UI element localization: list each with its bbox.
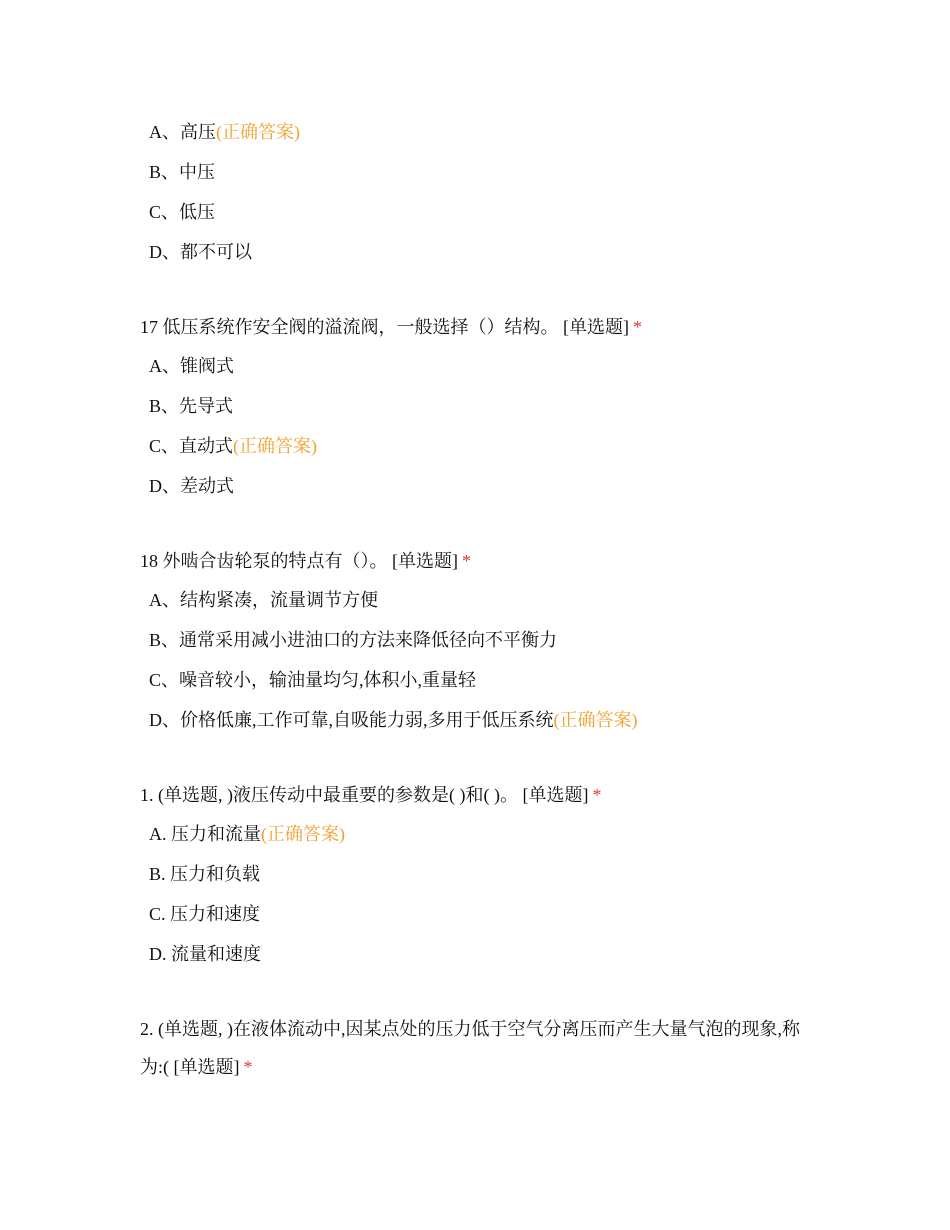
spacer <box>140 740 840 776</box>
question-block <box>140 542 840 740</box>
option-text: A、结构紧凑，流量调节方便 <box>149 590 378 610</box>
option-item[interactable] <box>149 894 840 934</box>
option-text: A、锥阀式 <box>149 356 234 376</box>
question-title-text: 1. (单选题, )液压传动中最重要的参数是( )和( )。 [单选题] <box>140 785 589 805</box>
option-list <box>140 814 840 974</box>
required-mark: * <box>592 785 602 805</box>
required-mark: * <box>462 551 471 571</box>
option-text: D、价格低廉,工作可靠,自吸能力弱,多用于低压系统 <box>149 710 554 730</box>
question-title <box>140 1010 820 1086</box>
option-text: B、先导式 <box>149 396 234 416</box>
option-text: B、中压 <box>149 162 216 182</box>
option-list <box>140 112 840 272</box>
option-text: A、高压 <box>149 122 216 142</box>
question-title <box>140 776 840 814</box>
option-text: C、直动式 <box>149 436 234 456</box>
correct-answer-mark: (正确答案) <box>216 122 300 142</box>
option-item[interactable] <box>149 346 840 386</box>
spacer <box>140 974 840 1010</box>
option-item[interactable] <box>149 426 840 466</box>
option-text: C、低压 <box>149 202 216 222</box>
option-item[interactable] <box>149 112 840 152</box>
option-item[interactable] <box>149 152 840 192</box>
option-text: A. 压力和流量 <box>149 824 261 844</box>
option-item[interactable] <box>149 660 840 700</box>
option-item[interactable] <box>149 934 840 974</box>
option-text: C. 压力和速度 <box>149 904 261 924</box>
option-text: B. 压力和负载 <box>149 864 261 884</box>
spacer <box>140 272 840 308</box>
option-item[interactable] <box>149 386 840 426</box>
question-block <box>140 776 840 974</box>
question-block <box>140 112 840 272</box>
option-item[interactable] <box>149 620 840 660</box>
option-item[interactable] <box>149 854 840 894</box>
correct-answer-mark: (正确答案) <box>553 710 638 730</box>
option-item[interactable] <box>149 232 840 272</box>
question-title-text: 17 低压系统作安全阀的溢流阀，一般选择（）结构。 [单选题] <box>140 317 629 337</box>
option-text: D、差动式 <box>149 476 234 496</box>
correct-answer-mark: (正确答案) <box>261 824 345 844</box>
option-text: D、都不可以 <box>149 242 252 262</box>
option-text: B、通常采用减小进油口的方法来降低径向不平衡力 <box>149 630 558 650</box>
spacer <box>140 506 840 542</box>
required-mark: * <box>243 1057 253 1077</box>
question-title <box>140 542 840 580</box>
required-mark: * <box>633 317 642 337</box>
option-item[interactable] <box>149 814 840 854</box>
option-list <box>140 346 840 506</box>
question-title <box>140 308 840 346</box>
question-block <box>140 308 840 506</box>
option-text: D. 流量和速度 <box>149 944 261 964</box>
option-item[interactable] <box>149 580 840 620</box>
question-title-text: 2. (单选题, )在液体流动中,因某点处的压力低于空气分离压而产生大量气泡的现象,称为:( [单选题] <box>140 1019 800 1077</box>
question-title-text: 18 外啮合齿轮泵的特点有（）。 [单选题] <box>140 551 458 571</box>
option-text: C、噪音较小，输油量均匀,体积小,重量轻 <box>149 670 477 690</box>
question-block <box>140 1010 840 1086</box>
option-list <box>140 580 840 740</box>
option-item[interactable] <box>149 192 840 232</box>
question-list <box>140 112 840 1086</box>
option-item[interactable] <box>149 700 840 740</box>
option-item[interactable] <box>149 466 840 506</box>
correct-answer-mark: (正确答案) <box>233 436 318 456</box>
